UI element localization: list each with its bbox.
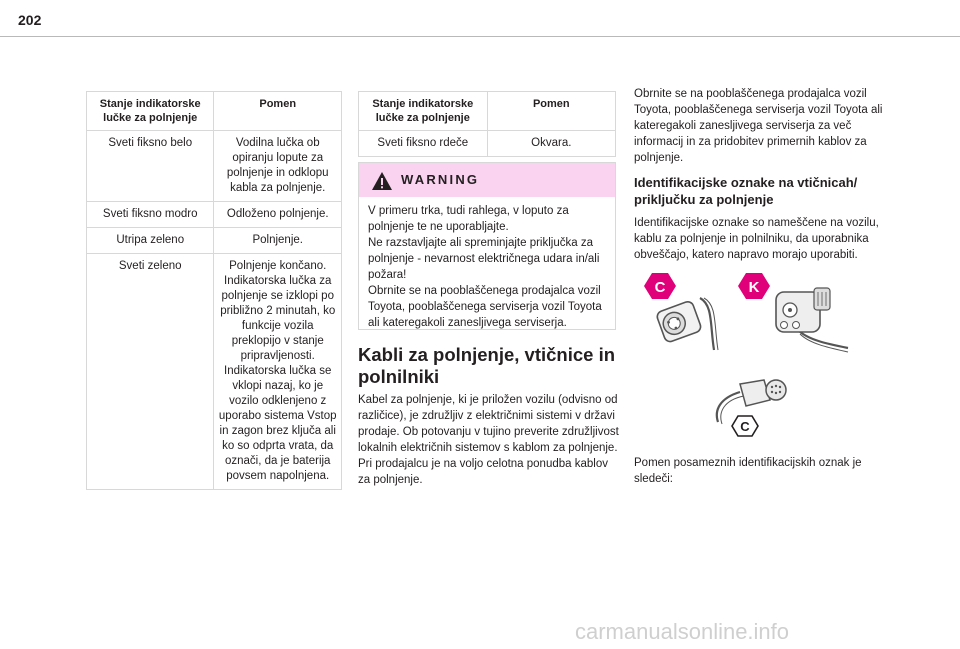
cable-plug-icon: [638, 270, 738, 358]
section-title: Kabli za polnjenje, vtičnice in polnilniki: [358, 344, 616, 387]
indicator-table-middle: [358, 91, 616, 157]
table-cell-status: Sveti fiksno modro: [87, 202, 214, 228]
table-row: [87, 254, 342, 490]
table-cell-meaning: Vodilna lučka ob opiranju lopute za polnjenje in odklopu kabla za polnjenje.: [214, 131, 342, 202]
cable-plug-c-illustration: [638, 270, 738, 358]
table-header-status: Stanje indikatorske lučke za polnjenje: [359, 92, 488, 131]
badge-label-c: C: [654, 279, 666, 296]
badge-label-c-outline: C: [740, 419, 750, 434]
cable-plug-icon: [738, 270, 854, 358]
section-body: Kabel za polnjenje, ki je priložen vozilu (odvisno od različice), je združljiv z električnimi sistemi v državi prodaje. Ob potovanju v tujino preverite združljivost lokalnih električnih sistemov s kablom za polnjenje. Pri prodajalcu je na voljo celotna ponudba kablov za polnjenje.: [358, 394, 619, 486]
badge-label-k: K: [748, 279, 760, 296]
indicator-table-left: [86, 91, 342, 490]
table-cell-meaning: Polnjenje.: [214, 228, 342, 254]
warning-text: V primeru trka, tudi rahlega, v loputo za polnjenje te ne uporabljajte. Ne razstavljajte ali spreminjajte priključka za polnjenje - nevarnost električnega udara in/ali požara! Obrnite se na pooblaščenega prodajalca vozil Toyota, pooblaščenega serviserja vozil Toyota ali kateregakoli zanesljivega serviserja.: [368, 205, 602, 329]
table-cell-status: Sveti fiksno belo: [87, 131, 214, 202]
header-divider: [0, 36, 960, 37]
table-cell-status: Sveti fiksno rdeče: [359, 131, 488, 157]
table-header-row: [359, 92, 616, 131]
table-cell-status: Sveti zeleno: [87, 254, 214, 490]
table-header-meaning: Pomen: [214, 92, 342, 131]
cable-plug-icon: [696, 370, 806, 450]
page-number: 202: [18, 12, 42, 28]
warning-box: [358, 162, 616, 330]
table-header-meaning: Pomen: [487, 92, 615, 131]
table-cell-meaning: Polnjenje končano. Indikatorska lučka za polnjenje se izklopi po približno 2 minutah, ko funkcije vozila preklopijo v stanje pripravljenosti. Indikatorska lučka se vklopi nazaj, ko je vozilo odklenjeno z uporabo sistema Vstop in zagon brez ključa ali ko so odprta vrata, da označi, da je baterija povsem napolnjena.: [214, 254, 342, 490]
table-header-row: [87, 92, 342, 131]
cable-plug-c-outline-illustration: [696, 370, 806, 450]
identification-footer: Pomen posameznih identifikacijskih oznak je sledeči:: [634, 457, 862, 485]
table-cell-status: Utripa zeleno: [87, 228, 214, 254]
watermark: carmanualsonline.info: [575, 619, 790, 644]
cable-plug-k-illustration: [738, 270, 854, 358]
identification-heading: Identifikacijske oznake na vtičnicah/ priključku za polnjenje: [634, 175, 858, 207]
table-row: [87, 202, 342, 228]
table-row: [87, 131, 342, 202]
warning-header: [359, 163, 615, 197]
right-intro-text: Obrnite se na pooblaščenega prodajalca vozil Toyota, pooblaščenega serviserja vozil Toyota ali kateregakoli zanesljivega serviserja za več informacij in za pridobitev primernih kablov za polnjenje.: [634, 88, 883, 164]
table-cell-meaning: Odloženo polnjenje.: [214, 202, 342, 228]
table-cell-meaning: Okvara.: [487, 131, 615, 157]
warning-title: WARNING: [401, 172, 480, 187]
identification-body: Identifikacijske oznake so nameščene na vozilu, kablu za polnjenje in polnilniku, da uporabnika obveščajo, katero napravo morajo uporabiti.: [634, 217, 879, 261]
table-row: [359, 131, 616, 157]
table-row: [87, 228, 342, 254]
warning-triangle-icon: [371, 171, 393, 191]
table-header-status: Stanje indikatorske lučke za polnjenje: [87, 92, 214, 131]
